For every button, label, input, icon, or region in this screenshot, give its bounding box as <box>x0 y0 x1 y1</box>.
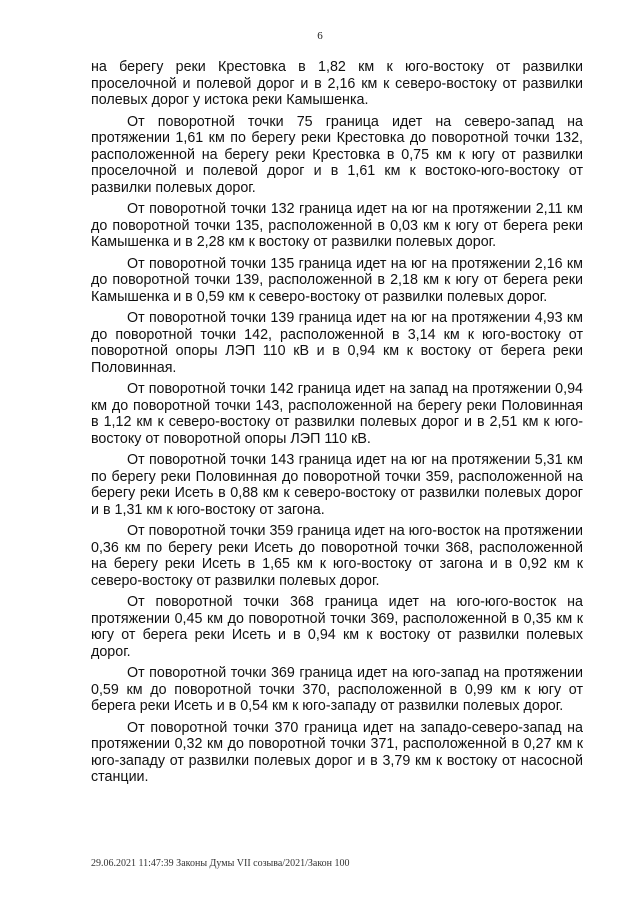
paragraph-4: От поворотной точки 135 граница идет на юг на протяжении 2,16 км до поворотной точки 139, расположенной в 2,18 км к югу от берега реки Камышенка и в 0,59 км к северо-востоку от развилки полевых дорог. <box>91 255 583 305</box>
paragraph-10: От поворотной точки 369 граница идет на юго-запад на протяжении 0,59 км до поворотной точки 370, расположенной в 0,99 км к югу от берега реки Исеть и в 0,54 км к юго-западу от развилки полевых дорог. <box>91 665 583 714</box>
paragraph-2: От поворотной точки 75 граница идет на северо-запад на протяжении 1,61 км по берегу реки Крестовка до поворотной точки 132, расположенной на берегу реки Крестовка в 0,75 км к югу от развилки проселочной и полевой дорог и в 1,61 км к востоко-юго-востоку от развилки полевых дорог. <box>91 113 583 196</box>
paragraph-5: От поворотной точки 139 граница идет на юг на протяжении 4,93 км до поворотной точки 142, расположенной в 3,14 км к юго-востоку от поворотной опоры ЛЭП 110 кВ и в 0,94 км к востоку от берега реки Половинная. <box>91 310 583 376</box>
document-footer: 29.06.2021 11:47:39 Законы Думы VII созыва/2021/Закон 100 <box>91 858 350 869</box>
document-body <box>91 59 583 791</box>
paragraph-1: на берегу реки Крестовка в 1,82 км к юго-востоку от развилки проселочной и полевой дорог и в 2,16 км к северо-востоку от развилки полевых дорог у истока реки Камышенка. <box>91 59 583 108</box>
page-number: 6 <box>317 30 323 42</box>
paragraph-9: От поворотной точки 368 граница идет на юго-юго-восток на протяжении 0,45 км до поворотной точки 369, расположенной в 0,35 км к югу от берега реки Исеть и в 0,94 км к востоку от развилки полевых дорог. <box>91 594 583 660</box>
paragraph-8: От поворотной точки 359 граница идет на юго-восток на протяжении 0,36 км по берегу реки Исеть до поворотной точки 368, расположенной на берегу реки Исеть в 1,65 км к юго-востоку от загона и в 0,92 км к северо-востоку от развилки полевых дорог. <box>91 523 583 589</box>
paragraph-11: От поворотной точки 370 граница идет на западо-северо-запад на протяжении 0,32 км до поворотной точки 371, расположенной в 0,27 км к юго-западу от развилки полевых дорог и в 3,79 км к востоку от насосной станции. <box>91 719 583 785</box>
paragraph-6: От поворотной точки 142 граница идет на запад на протяжении 0,94 км до поворотной точки 143, расположенной на берегу реки Половинная в 1,12 км к северо-востоку от развилки полевых дорог и в 2,51 км к юго-востоку от поворотной опоры ЛЭП 110 кВ. <box>91 381 583 447</box>
paragraph-7: От поворотной точки 143 граница идет на юг на протяжении 5,31 км по берегу реки Половинная до поворотной точки 359, расположенной на берегу реки Исеть в 0,88 км к северо-востоку от развилки полевых дорог и в 1,31 км к юго-востоку от загона. <box>91 452 583 518</box>
paragraph-3: От поворотной точки 132 граница идет на юг на протяжении 2,11 км до поворотной точки 135, расположенной в 0,03 км к югу от берега реки Камышенка и в 2,28 км к востоку от развилки полевых дорог. <box>91 201 583 250</box>
